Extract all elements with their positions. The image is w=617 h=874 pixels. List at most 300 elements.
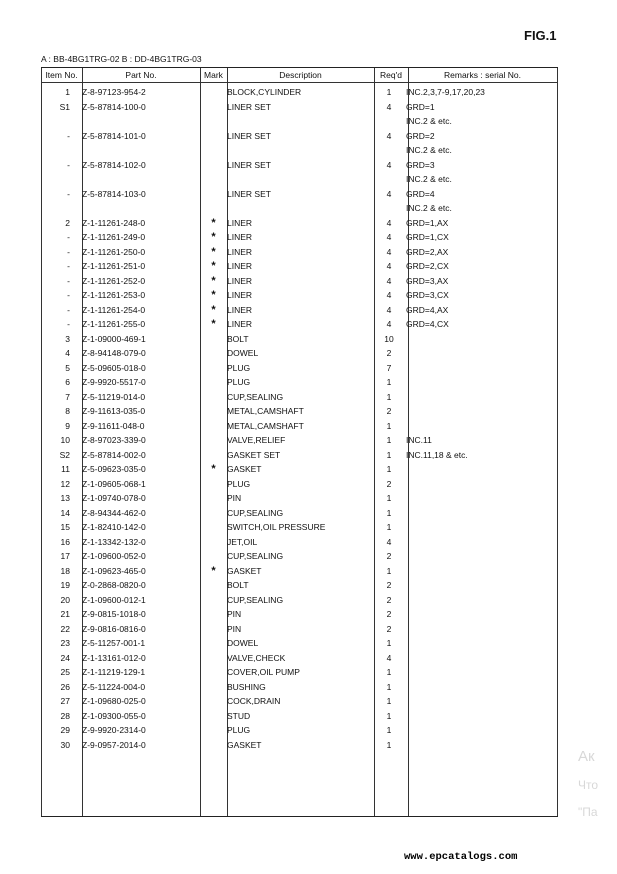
spacer	[70, 535, 82, 550]
item-number: -	[67, 290, 70, 301]
item-number: 20	[60, 594, 70, 605]
quantity-required: 2	[386, 348, 392, 359]
spacer	[70, 259, 82, 274]
quantity-required: 1	[386, 420, 392, 431]
part-number: Z-1-09300-055-0	[82, 710, 146, 721]
description: LINER	[227, 319, 253, 330]
quantity-required: 4	[386, 652, 392, 663]
quantity-required: 4	[386, 319, 392, 330]
header-remarks: Remarks : serial No.	[444, 70, 521, 80]
mark	[200, 85, 227, 100]
item-number: 5	[65, 362, 70, 373]
part-number: Z-1-11261-249-0	[82, 232, 146, 243]
remarks	[406, 462, 558, 477]
quantity-required: 4	[386, 101, 392, 112]
remarks	[406, 709, 558, 724]
table-row	[41, 636, 558, 651]
part-number: Z-1-09000-469-1	[82, 333, 146, 344]
remarks	[406, 477, 558, 492]
item-number: -	[67, 319, 70, 330]
table-row	[41, 129, 558, 144]
description: GASKET SET	[227, 449, 281, 460]
spacer	[70, 622, 82, 637]
quantity-required: 4	[386, 246, 392, 257]
spacer	[70, 506, 82, 521]
spacer	[70, 85, 82, 100]
header-item-no: Item No.	[45, 70, 78, 80]
remarks	[406, 535, 558, 550]
table-row	[41, 230, 558, 245]
mark: *	[211, 318, 216, 331]
table-row	[41, 85, 558, 100]
quantity-required: 1	[386, 493, 392, 504]
quantity-required: 4	[386, 290, 392, 301]
description: METAL,CAMSHAFT	[227, 406, 304, 417]
remarks	[406, 404, 558, 419]
description: STUD	[227, 710, 251, 721]
item-number: 2	[65, 217, 70, 228]
part-number: Z-8-97023-339-0	[82, 435, 146, 446]
description: PLUG	[227, 362, 251, 373]
table-row	[41, 201, 558, 216]
table-row	[41, 723, 558, 738]
quantity-required	[372, 201, 406, 216]
item-number: 3	[65, 333, 70, 344]
remarks: GRD=2	[406, 130, 435, 141]
mark	[200, 491, 227, 506]
remarks: GRD=3,CX	[406, 290, 449, 301]
description: LINER	[227, 304, 253, 315]
spacer	[70, 433, 82, 448]
table-row	[41, 607, 558, 622]
table-row	[41, 216, 558, 231]
figure-number: FIG.1	[524, 28, 557, 43]
item-number: -	[67, 159, 70, 170]
table-row	[41, 578, 558, 593]
item-number: 28	[60, 710, 70, 721]
part-number: Z-5-11224-004-0	[82, 681, 146, 692]
quantity-required: 1	[386, 696, 392, 707]
header-rule	[41, 82, 558, 83]
part-number: Z-1-09680-025-0	[82, 696, 146, 707]
quantity-required: 2	[386, 478, 392, 489]
table-row	[41, 694, 558, 709]
description: VALVE,CHECK	[227, 652, 286, 663]
description: PIN	[227, 609, 242, 620]
spacer	[70, 390, 82, 405]
table-row	[41, 404, 558, 419]
remarks: INC.2 & etc.	[406, 203, 452, 214]
mark	[200, 593, 227, 608]
table-row	[41, 172, 558, 187]
quantity-required: 1	[386, 638, 392, 649]
quantity-required: 1	[386, 507, 392, 518]
part-number: Z-1-13161-012-0	[82, 652, 146, 663]
description: PLUG	[227, 377, 251, 388]
mark	[200, 738, 227, 753]
item-number: 30	[60, 739, 70, 750]
table-row	[41, 114, 558, 129]
part-number: Z-9-0815-1018-0	[82, 609, 146, 620]
item-number: 4	[65, 348, 70, 359]
mark	[200, 346, 227, 361]
header-part-no: Part No.	[125, 70, 157, 80]
description: PLUG	[227, 725, 251, 736]
table-row	[41, 317, 558, 332]
mark	[200, 549, 227, 564]
header-mark: Mark	[204, 70, 223, 80]
table-row	[41, 462, 558, 477]
quantity-required: 2	[386, 551, 392, 562]
spacer	[70, 680, 82, 695]
remarks	[406, 346, 558, 361]
quantity-required: 1	[386, 464, 392, 475]
spacer	[70, 288, 82, 303]
remarks: GRD=3,AX	[406, 275, 449, 286]
remarks	[406, 651, 558, 666]
quantity-required: 4	[386, 536, 392, 547]
mark	[200, 520, 227, 535]
part-number: Z-1-11219-129-1	[82, 667, 146, 678]
remarks: GRD=1	[406, 101, 435, 112]
remarks: GRD=1,AX	[406, 217, 449, 228]
quantity-required: 1	[386, 565, 392, 576]
table-row	[41, 245, 558, 260]
spacer	[70, 143, 82, 158]
description: LINER	[227, 246, 253, 257]
spacer	[70, 477, 82, 492]
remarks	[406, 694, 558, 709]
spacer	[70, 114, 82, 129]
description: COCK,DRAIN	[227, 696, 281, 707]
remarks	[406, 564, 558, 579]
remarks	[406, 506, 558, 521]
part-number: Z-1-11261-255-0	[82, 319, 146, 330]
quantity-required: 2	[386, 609, 392, 620]
spacer	[70, 564, 82, 579]
quantity-required: 2	[386, 580, 392, 591]
parts-rows	[41, 85, 558, 752]
part-number: Z-1-11261-253-0	[82, 290, 146, 301]
item-number: 15	[60, 522, 70, 533]
item-number: 10	[60, 435, 70, 446]
mark	[200, 665, 227, 680]
remarks: INC.11	[406, 435, 432, 446]
item-number: 23	[60, 638, 70, 649]
description: LINER SET	[227, 101, 271, 112]
watermark-text: Что	[578, 778, 599, 792]
spacer	[70, 404, 82, 419]
description: JET,OIL	[227, 536, 258, 547]
mark	[200, 636, 227, 651]
item-number	[41, 114, 70, 129]
quantity-required: 4	[386, 275, 392, 286]
mark	[200, 375, 227, 390]
mark	[200, 723, 227, 738]
remarks: GRD=2,CX	[406, 261, 449, 272]
quantity-required	[372, 172, 406, 187]
table-row	[41, 361, 558, 376]
mark	[200, 578, 227, 593]
part-number: Z-9-11611-048-0	[82, 420, 145, 431]
spacer	[70, 607, 82, 622]
part-number: Z-5-09623-035-0	[82, 464, 146, 475]
item-number: 1	[65, 87, 70, 98]
item-number: 27	[60, 696, 70, 707]
part-number: Z-8-97123-954-2	[82, 87, 146, 98]
mark: *	[211, 303, 216, 316]
spacer	[70, 274, 82, 289]
spacer	[70, 520, 82, 535]
spacer	[70, 187, 82, 202]
table-row	[41, 433, 558, 448]
remarks: GRD=4	[406, 188, 435, 199]
item-number: 16	[60, 536, 70, 547]
mark	[200, 158, 227, 173]
part-number: Z-1-09623-465-0	[82, 565, 146, 576]
description: LINER	[227, 217, 253, 228]
remarks	[406, 332, 558, 347]
description: CUP,SEALING	[227, 507, 284, 518]
part-number	[82, 143, 200, 158]
item-number: S2	[59, 449, 70, 460]
spacer	[70, 694, 82, 709]
spacer	[70, 332, 82, 347]
remarks: GRD=2,AX	[406, 246, 449, 257]
remarks	[406, 680, 558, 695]
spacer	[70, 129, 82, 144]
item-number	[41, 201, 70, 216]
quantity-required: 1	[386, 725, 392, 736]
item-number: 26	[60, 681, 70, 692]
remarks: INC.2 & etc.	[406, 145, 452, 156]
item-number: -	[67, 246, 70, 257]
mark	[200, 433, 227, 448]
spacer	[70, 346, 82, 361]
item-number: 29	[60, 725, 70, 736]
description: BUSHING	[227, 681, 266, 692]
item-number: 11	[61, 464, 70, 475]
table-row	[41, 665, 558, 680]
mark	[200, 143, 227, 158]
mark: *	[211, 231, 216, 244]
table-row	[41, 593, 558, 608]
spacer	[70, 723, 82, 738]
item-number: 18	[60, 565, 70, 576]
site-url: www.epcatalogs.com	[404, 851, 518, 863]
remarks: GRD=1,CX	[406, 232, 449, 243]
quantity-required: 1	[386, 449, 392, 460]
header-description: Description	[279, 70, 322, 80]
table-row	[41, 346, 558, 361]
mark	[200, 100, 227, 115]
part-number: Z-1-11261-254-0	[82, 304, 146, 315]
item-number: 6	[65, 377, 70, 388]
item-number: 17	[60, 551, 70, 562]
part-number: Z-1-09600-012-1	[82, 594, 146, 605]
remarks	[406, 636, 558, 651]
table-row	[41, 390, 558, 405]
part-number: Z-9-11613-035-0	[82, 406, 146, 417]
mark	[200, 709, 227, 724]
description: COVER,OIL PUMP	[227, 667, 300, 678]
spacer	[70, 578, 82, 593]
table-row	[41, 520, 558, 535]
quantity-required: 10	[384, 333, 394, 344]
mark	[200, 651, 227, 666]
description: PIN	[227, 623, 242, 634]
spacer	[70, 636, 82, 651]
description: LINER	[227, 232, 253, 243]
item-number: -	[67, 275, 70, 286]
mark	[200, 390, 227, 405]
mark	[200, 448, 227, 463]
remarks	[406, 549, 558, 564]
table-row	[41, 259, 558, 274]
remarks	[406, 723, 558, 738]
table-row	[41, 187, 558, 202]
table-row	[41, 419, 558, 434]
description: SWITCH,OIL PRESSURE	[227, 522, 326, 533]
description: PLUG	[227, 478, 251, 489]
quantity-required: 1	[386, 522, 392, 533]
item-number: 7	[65, 391, 70, 402]
quantity-required: 4	[386, 188, 392, 199]
item-number: 8	[65, 406, 70, 417]
mark	[200, 172, 227, 187]
remarks: INC.2,3,7-9,17,20,23	[406, 87, 485, 98]
spacer	[70, 448, 82, 463]
description: CUP,SEALING	[227, 594, 284, 605]
model-line: A : BB-4BG1TRG-02 B : DD-4BG1TRG-03	[41, 54, 202, 64]
table-row	[41, 535, 558, 550]
table-row	[41, 303, 558, 318]
description: DOWEL	[227, 348, 259, 359]
mark	[200, 187, 227, 202]
part-number: Z-1-09600-052-0	[82, 551, 146, 562]
remarks: GRD=3	[406, 159, 435, 170]
quantity-required: 7	[386, 362, 392, 373]
table-row	[41, 564, 558, 579]
table-row	[41, 288, 558, 303]
part-number: Z-9-0957-2014-0	[82, 739, 146, 750]
quantity-required: 1	[386, 667, 392, 678]
remarks	[406, 419, 558, 434]
description: GASKET	[227, 464, 262, 475]
remarks: GRD=4,AX	[406, 304, 449, 315]
description	[227, 172, 372, 187]
spacer	[70, 230, 82, 245]
part-number: Z-5-87814-101-0	[82, 130, 146, 141]
description: CUP,SEALING	[227, 551, 284, 562]
quantity-required: 1	[386, 710, 392, 721]
quantity-required: 1	[386, 681, 392, 692]
quantity-required	[372, 143, 406, 158]
quantity-required: 1	[386, 391, 392, 402]
table-row	[41, 651, 558, 666]
mark	[200, 114, 227, 129]
item-number: -	[67, 188, 70, 199]
part-number	[82, 201, 200, 216]
mark: *	[211, 289, 216, 302]
description: BOLT	[227, 580, 249, 591]
remarks: INC.2 & etc.	[406, 174, 452, 185]
part-number: Z-1-82410-142-0	[82, 522, 146, 533]
spacer	[70, 491, 82, 506]
quantity-required: 4	[386, 217, 392, 228]
spacer	[70, 100, 82, 115]
item-number: 12	[60, 478, 70, 489]
part-number: Z-9-0816-0816-0	[82, 623, 146, 634]
remarks	[406, 622, 558, 637]
part-number: Z-1-09740-078-0	[82, 493, 146, 504]
description: LINER SET	[227, 130, 271, 141]
quantity-required: 1	[386, 739, 392, 750]
mark	[200, 361, 227, 376]
part-number: Z-9-9920-5517-0	[82, 377, 146, 388]
part-number: Z-0-2868-0820-0	[82, 580, 146, 591]
description: METAL,CAMSHAFT	[227, 420, 304, 431]
spacer	[70, 709, 82, 724]
remarks	[406, 607, 558, 622]
item-number: 25	[60, 667, 70, 678]
item-number: 24	[60, 652, 70, 663]
description: LINER SET	[227, 188, 271, 199]
remarks	[406, 520, 558, 535]
quantity-required: 4	[386, 232, 392, 243]
quantity-required: 2	[386, 623, 392, 634]
description: LINER	[227, 290, 253, 301]
part-number: Z-1-11261-252-0	[82, 275, 146, 286]
description: PIN	[227, 493, 242, 504]
mark: *	[211, 564, 216, 577]
parts-table	[41, 67, 558, 817]
spacer	[70, 361, 82, 376]
part-number: Z-8-94148-079-0	[82, 348, 146, 359]
quantity-required: 1	[386, 435, 392, 446]
remarks	[406, 375, 558, 390]
table-row	[41, 709, 558, 724]
quantity-required: 2	[386, 406, 392, 417]
description: LINER	[227, 261, 253, 272]
spacer	[70, 375, 82, 390]
item-number: 21	[60, 609, 70, 620]
item-number: -	[67, 261, 70, 272]
spacer	[70, 738, 82, 753]
item-number: 22	[60, 623, 70, 634]
item-number: 9	[65, 420, 70, 431]
table-row	[41, 477, 558, 492]
description	[227, 143, 372, 158]
spacer	[70, 158, 82, 173]
spacer	[70, 303, 82, 318]
spacer	[70, 172, 82, 187]
item-number: 19	[60, 580, 70, 591]
table-row	[41, 274, 558, 289]
spacer	[70, 201, 82, 216]
part-number: Z-8-94344-462-0	[82, 507, 146, 518]
remarks	[406, 578, 558, 593]
mark	[200, 477, 227, 492]
mark	[200, 419, 227, 434]
mark	[200, 129, 227, 144]
table-row	[41, 738, 558, 753]
description: BLOCK,CYLINDER	[227, 87, 302, 98]
mark: *	[211, 245, 216, 258]
description: VALVE,RELIEF	[227, 435, 286, 446]
part-number	[82, 172, 200, 187]
part-number: Z-1-11261-251-0	[82, 261, 146, 272]
